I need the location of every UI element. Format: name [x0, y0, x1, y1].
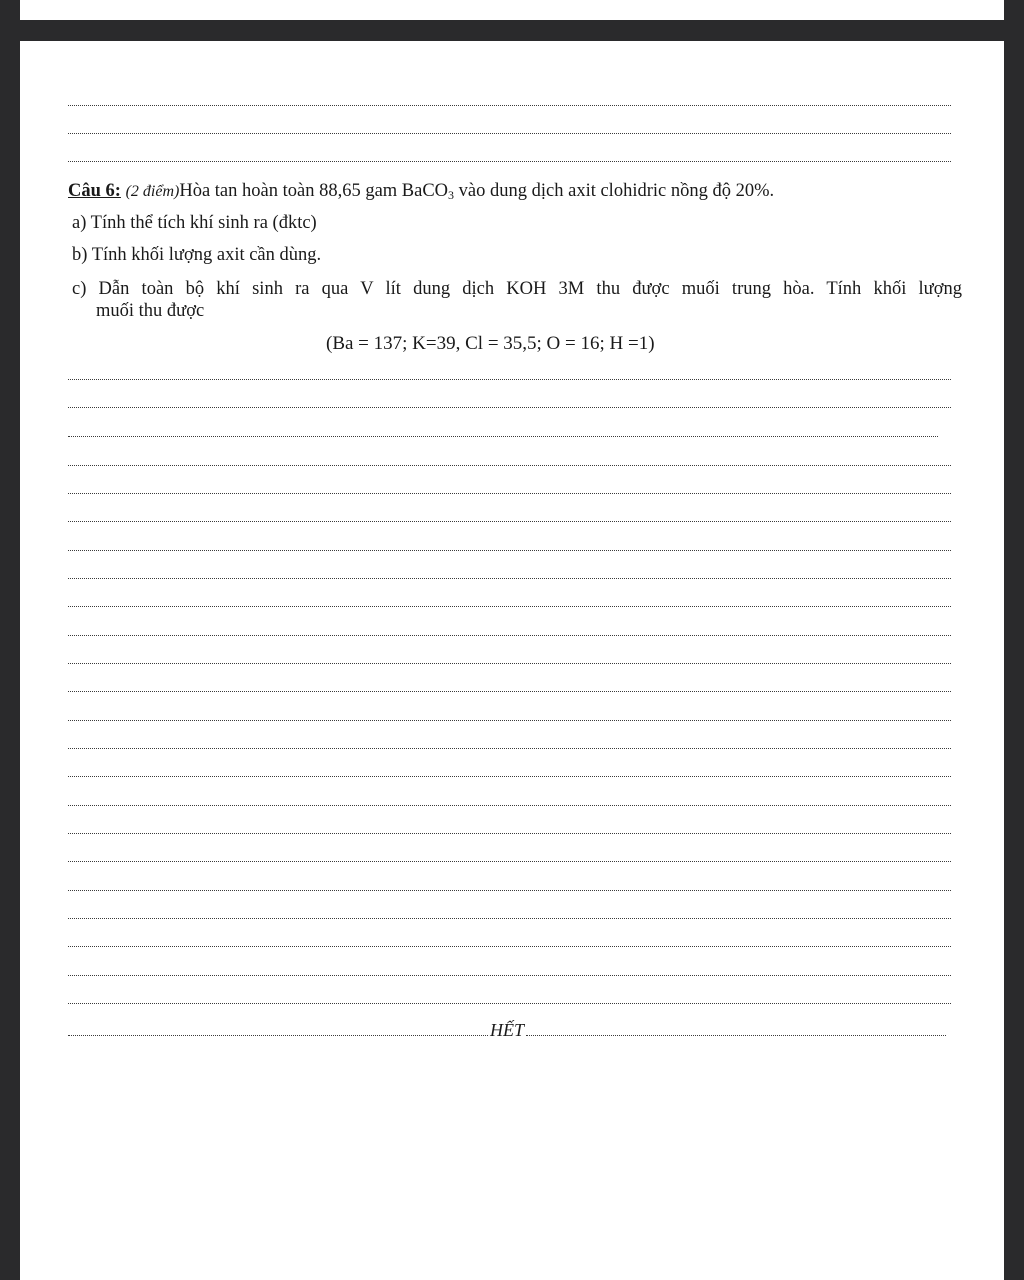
answer-line — [68, 161, 951, 162]
answer-line — [68, 776, 951, 777]
answer-line — [68, 550, 951, 551]
formula-subscript: 3 — [448, 188, 455, 202]
answer-line — [68, 105, 951, 106]
document-page — [20, 41, 1004, 1280]
answer-line — [68, 805, 951, 806]
answer-line — [68, 521, 951, 522]
answer-line — [68, 606, 951, 607]
answer-line — [68, 465, 951, 466]
item-a: a) Tính thể tích khí sinh ra (đktc) — [72, 213, 317, 233]
answer-line — [68, 635, 951, 636]
answer-line — [68, 1003, 951, 1004]
question-text: Hòa tan hoàn toàn 88,65 gam BaCO — [179, 181, 449, 201]
answer-line — [68, 975, 951, 976]
answer-line — [68, 833, 951, 834]
answer-line — [68, 946, 951, 947]
answer-line — [68, 890, 951, 891]
end-marker: HẾT — [490, 1020, 525, 1040]
question-label: Câu 6: — [68, 181, 121, 201]
answer-line — [68, 918, 951, 919]
answer-line — [68, 861, 951, 862]
atomic-masses: (Ba = 137; K=39, Cl = 35,5; O = 16; H =1) — [326, 333, 655, 354]
item-c-line2: muối thu được — [96, 301, 205, 321]
question-text-end: vào dung dịch axit clohidric nồng độ 20%. — [454, 181, 775, 201]
answer-line — [68, 379, 951, 380]
end-dots-right — [526, 1035, 946, 1036]
question-points: (2 điểm) — [125, 183, 180, 200]
end-marker-row — [68, 1019, 946, 1041]
item-c-line1: c) Dẫn toàn bộ khí sinh ra qua V lít dung dịch KOH 3M thu được muối trung hòa. Tính khối lượng — [72, 279, 962, 299]
end-dots-left — [68, 1035, 488, 1036]
answer-line — [68, 436, 938, 437]
answer-line — [68, 493, 951, 494]
answer-line — [68, 663, 951, 664]
previous-page-edge — [20, 0, 1004, 20]
answer-line — [68, 748, 951, 749]
answer-line — [68, 691, 951, 692]
answer-line — [68, 407, 951, 408]
answer-line — [68, 720, 951, 721]
answer-line — [68, 133, 951, 134]
answer-line — [68, 578, 951, 579]
item-b: b) Tính khối lượng axit cần dùng. — [72, 245, 322, 265]
question-title — [68, 181, 774, 203]
